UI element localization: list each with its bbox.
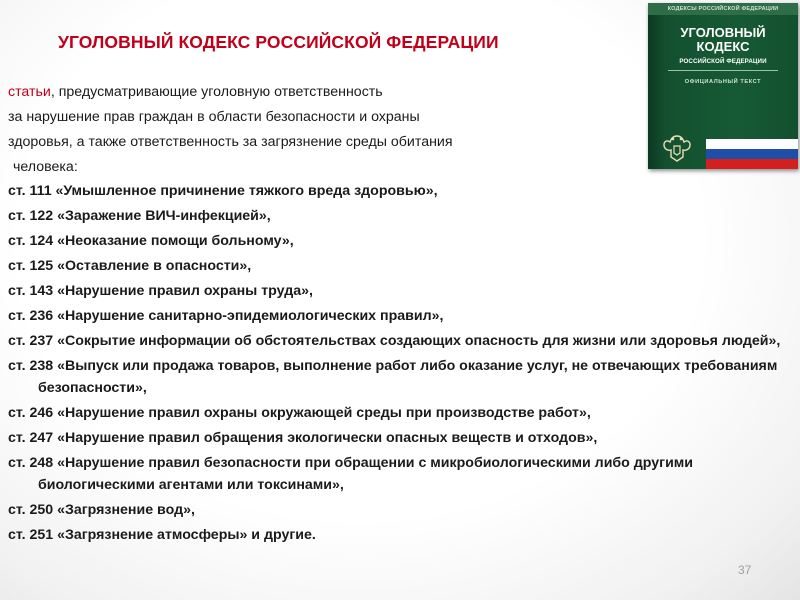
article-item: ст. 238 «Выпуск или продажа товаров, выполнение работ либо оказание услуг, не отвечающих требованиям безопасности», bbox=[8, 358, 778, 396]
book-title-line-2: КОДЕКС bbox=[696, 39, 750, 54]
article-item: ст. 236 «Нарушение санитарно-эпидемиологических правил», bbox=[8, 308, 444, 324]
slide-body bbox=[8, 80, 788, 549]
book-edition-label: ОФИЦИАЛЬНЫЙ ТЕКСТ bbox=[684, 79, 762, 85]
intro-line-1 bbox=[8, 80, 788, 105]
book-title-line-1: УГОЛОВНЫЙ bbox=[680, 25, 766, 40]
article-item: ст. 125 «Оставление в опасности», bbox=[8, 258, 252, 274]
article-item: ст. 111 «Умышленное причинение тяжкого вреда здоровью», bbox=[8, 183, 438, 199]
article-item: ст. 250 «Загрязнение вод», bbox=[8, 502, 195, 518]
intro-line-3: здоровья, а также ответственность за загрязнение среды обитания bbox=[8, 134, 453, 150]
slide-title: УГОЛОВНЫЙ КОДЕКС РОССИЙСКОЙ ФЕДЕРАЦИИ bbox=[58, 32, 499, 52]
book-series-label: КОДЕКСЫ РОССИЙСКОЙ ФЕДЕРАЦИИ bbox=[648, 3, 798, 15]
page-number: 37 bbox=[738, 563, 752, 577]
article-item: ст. 247 «Нарушение правил обращения экологически опасных веществ и отходов», bbox=[8, 430, 598, 446]
book-subtitle: РОССИЙСКОЙ ФЕДЕРАЦИИ bbox=[679, 58, 767, 65]
intro-line-1-text: , предусматривающие уголовную ответственность bbox=[50, 84, 383, 100]
book-title bbox=[648, 26, 798, 54]
article-item: ст. 124 «Неоказание помощи больному», bbox=[8, 233, 294, 249]
book-divider bbox=[668, 70, 778, 71]
intro-line-2: за нарушение прав граждан в области безопасности и охраны bbox=[8, 109, 420, 125]
article-item: ст. 122 «Заражение ВИЧ-инфекцией», bbox=[8, 208, 271, 224]
article-item: ст. 237 «Сокрытие информации об обстоятельствах создающих опасность для жизни или здоровья людей», bbox=[8, 333, 781, 349]
intro-highlight-word: статьи bbox=[8, 84, 51, 100]
article-item: ст. 248 «Нарушение правил безопасности при обращении с микробиологическими либо другими биологическими агентами или токсинами», bbox=[8, 455, 694, 493]
intro-line-4: человека: bbox=[13, 159, 78, 175]
article-item: ст. 246 «Нарушение правил охраны окружающей среды при производстве работ», bbox=[8, 405, 591, 421]
article-item: ст. 143 «Нарушение правил охраны труда», bbox=[8, 283, 313, 299]
article-item: ст. 251 «Загрязнение атмосферы» и другие. bbox=[8, 527, 316, 543]
